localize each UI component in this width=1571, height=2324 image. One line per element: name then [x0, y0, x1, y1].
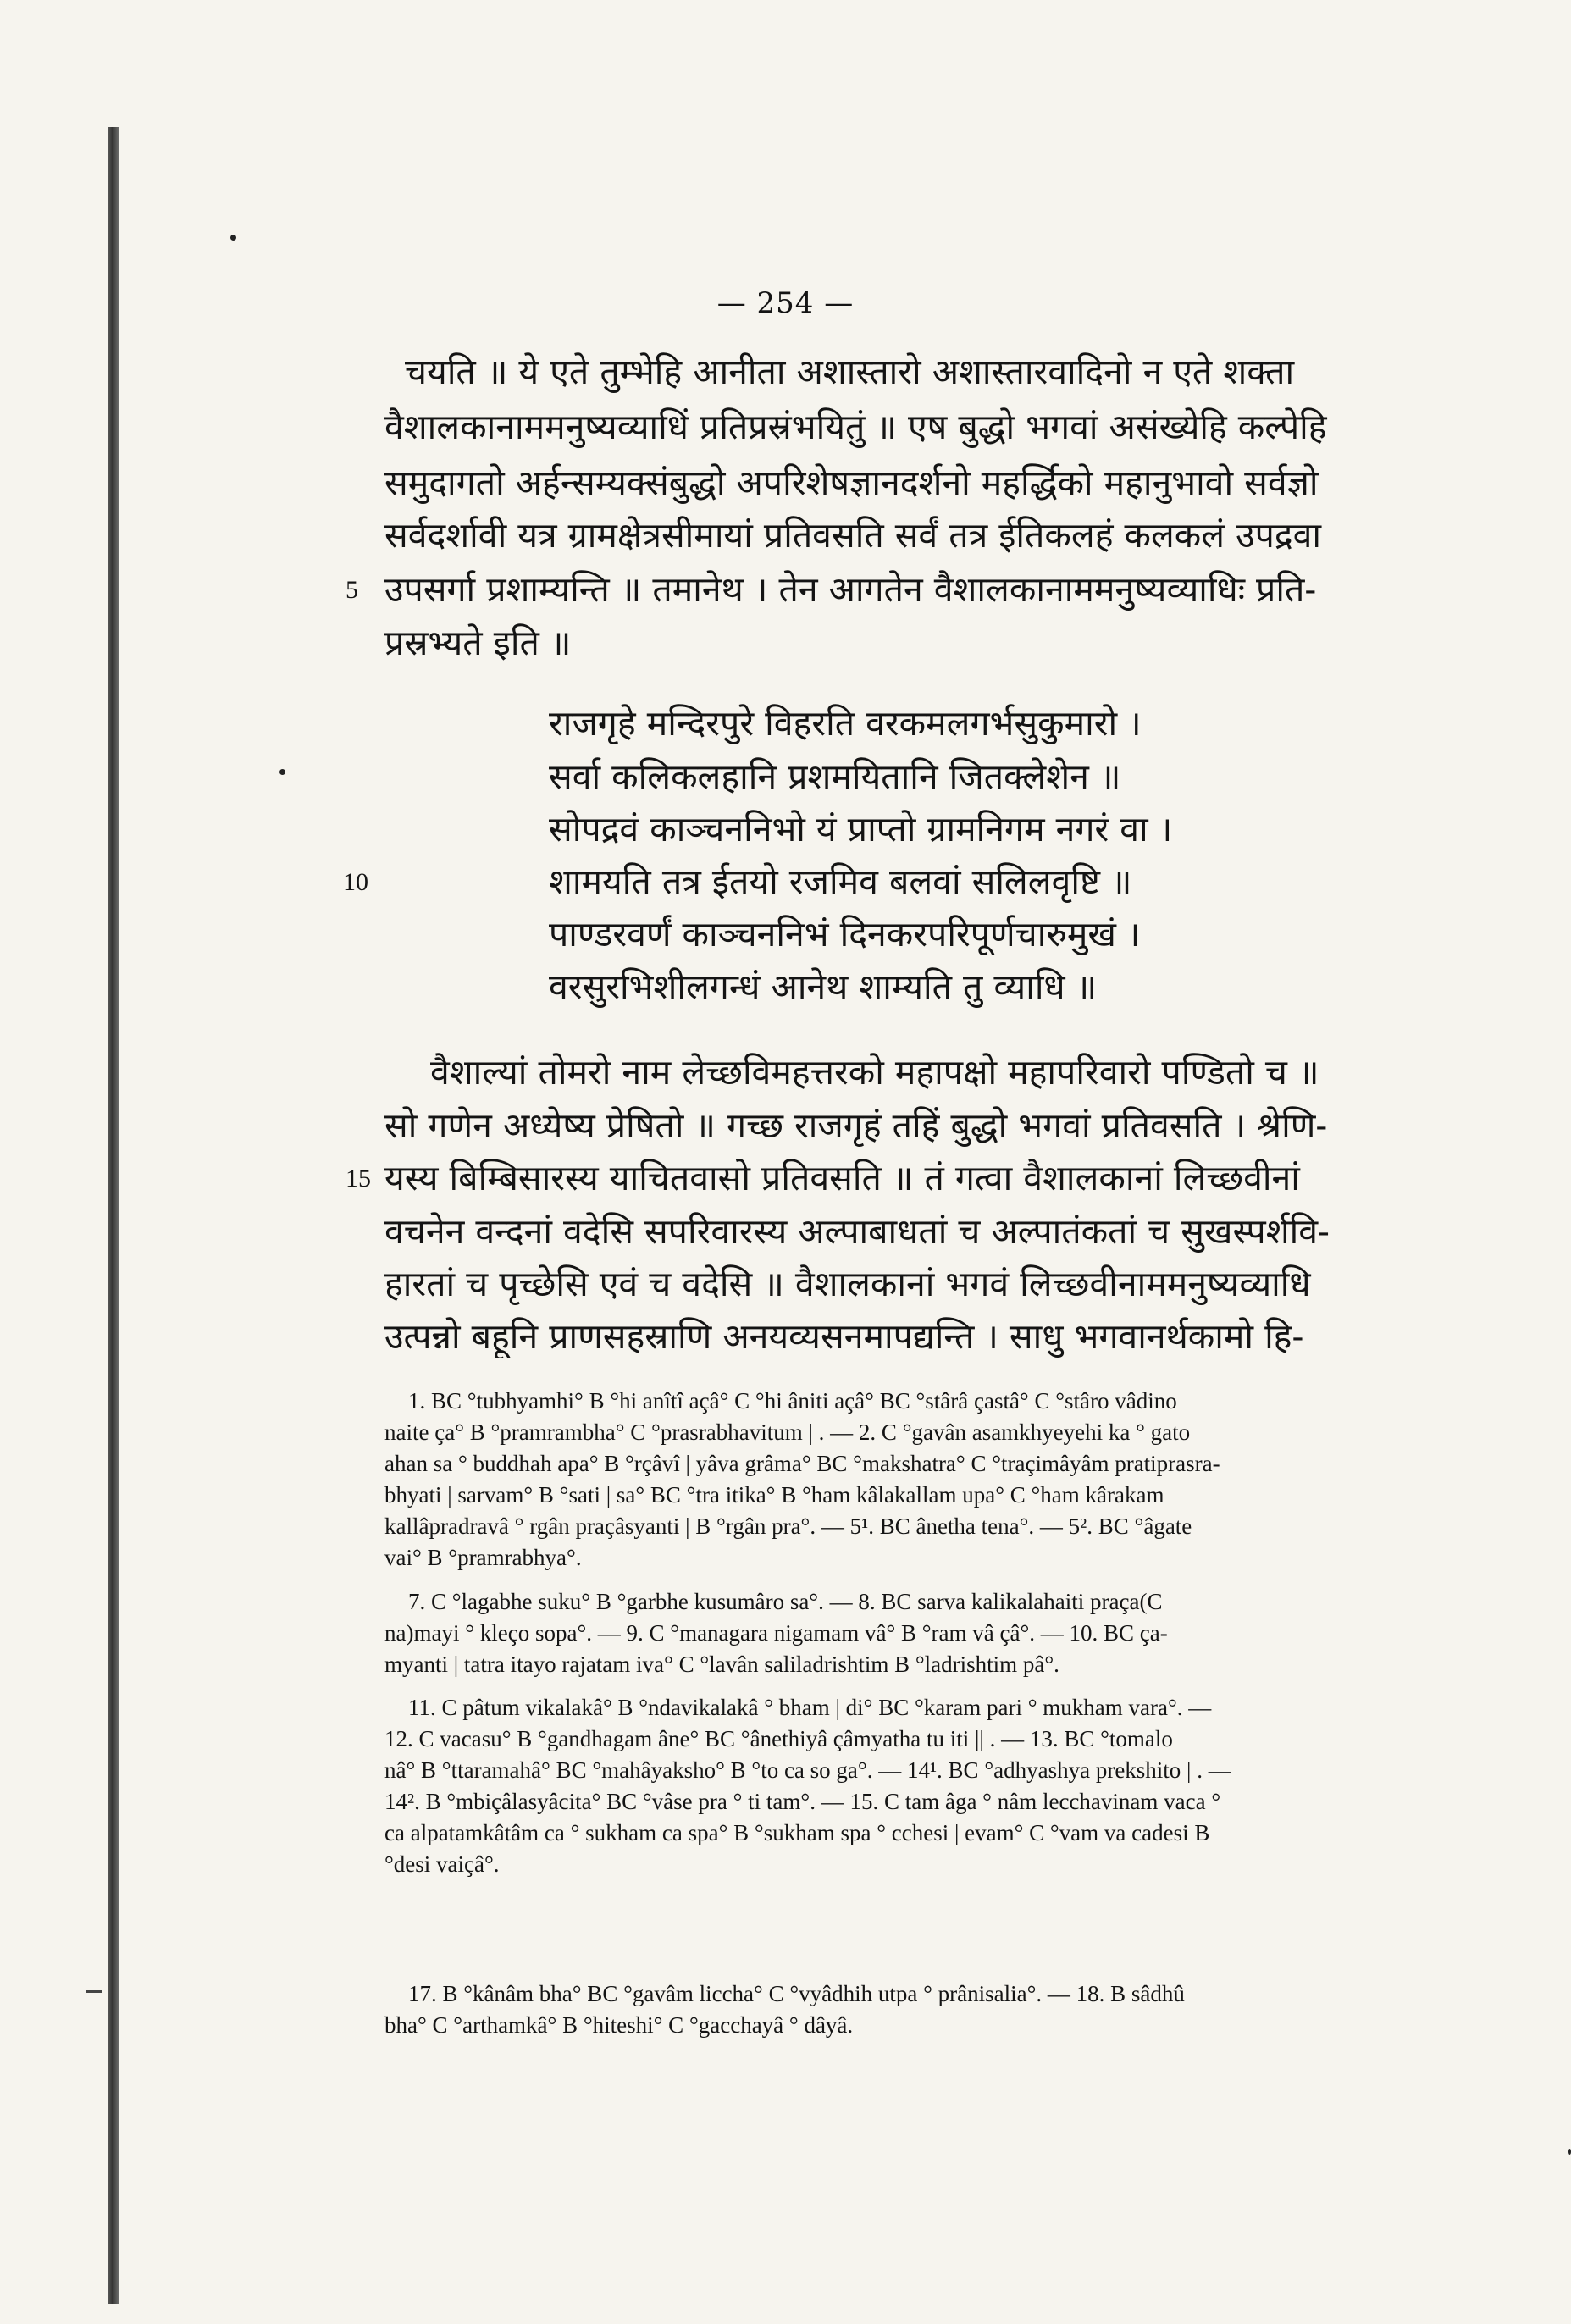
- footnote-line: 7. C °lagabhe suku° B °garbhe kusumâro sa°. — 8. BC sarva kalikalahaiti praça(C: [408, 1589, 1163, 1614]
- verse-line: सर्वा कलिकलहानि प्रशमयितानि जितक्लेशेन ॥: [549, 756, 1121, 797]
- prose-line: सो गणेन अध्येष्य प्रेषितो ॥ गच्छ राजगृहं तहिं बुद्धो भगवां प्रतिवसति । श्रेणि-: [384, 1105, 1328, 1146]
- line-number: 15: [346, 1165, 371, 1192]
- speck: [279, 769, 285, 775]
- prose-line: वचनेन वन्दनां वदेसि सपरिवारस्य अल्पाबाधतां च अल्पातंकतां च सुखस्पर्शवि-: [384, 1211, 1330, 1252]
- margin-mark: [86, 1990, 102, 1993]
- footnote-line: 11. C pâtum vikalakâ° B °ndavikalakâ ° bham | di° BC °karam pari ° mukham vara°. —: [408, 1695, 1212, 1720]
- page-number: — 254 —: [716, 286, 855, 320]
- prose-line: हारतां च पृच्छेसि एवं च वदेसि ॥ वैशालकानां भगवं लिच्छवीनाममनुष्यव्याधि: [384, 1264, 1311, 1304]
- line-number: 5: [346, 576, 358, 604]
- prose-line: सर्वदर्शावी यत्र ग्रामक्षेत्रसीमायां प्रतिवसति सर्वं तत्र ईतिकलहं कलकलं उपद्रवा: [384, 515, 1322, 556]
- verse-line: राजगृहे मन्दिरपुरे विहरति वरकमलगर्भसुकुमारो ।: [549, 703, 1142, 744]
- verse-line: सोपद्रवं काञ्चननिभो यं प्राप्तो ग्रामनिगम नगरं वा ।: [549, 809, 1173, 849]
- footnote-line: na)mayi ° kleço sopa°. — 9. C °managara nigamam vâ° B °ram vâ çâ°. — 10. BC ça-: [384, 1620, 1168, 1646]
- footnote-line: nâ° B °ttaramahâ° BC °mahâyaksho° B °to ca so ga°. — 14¹. BC °adhyashya prekshito | . —: [384, 1757, 1231, 1783]
- footnote-line: bha° C °arthamkâ° B °hiteshi° C °gacchayâ ° dâyâ.: [384, 2012, 854, 2038]
- footnote-line: ahan sa ° buddhah apa° B °rçâvî | yâva grâma° BC °makshatra° C °traçimâyâm pratiprasra-: [384, 1451, 1220, 1476]
- footnote-line: myanti | tatra itayo rajatam iva° C °lavân saliladrishtim B °ladrishtim pâ°.: [384, 1652, 1059, 1677]
- footnote-line: naite ça° B °pramrambha° C °prasrabhavitum | . — 2. C °gavân asamkhyeyehi ka ° gato: [384, 1419, 1191, 1445]
- footnote-line: 1. BC °tubhyamhi° B °hi anîtî açâ° C °hi âniti açâ° BC °stârâ çastâ° C °stâro vâdino: [408, 1388, 1177, 1414]
- prose-line: समुदागतो अर्हन्सम्यक्संबुद्धो अपरिशेषज्ञानदर्शनो महर्द्धिको महानुभावो सर्वज्ञो: [384, 462, 1319, 503]
- book-spine-shadow: [108, 127, 119, 2304]
- footnote-line: vai° B °pramrabhya°.: [384, 1545, 582, 1570]
- footnote-line: 17. B °kânâm bha° BC °gavâm liccha° C °vyâdhih utpa ° prânisalia°. — 18. B sâdhû: [408, 1981, 1185, 2006]
- verse-line: पाण्डरवर्णं काञ्चननिभं दिनकरपरिपूर्णचारुमुखं ।: [549, 914, 1141, 955]
- footnote-line: ca alpatamkâtâm ca ° sukham ca spa° B °sukham spa ° cchesi | evam° C °vam va cadesi B: [384, 1820, 1210, 1845]
- prose-line: उपसर्गा प्रशाम्यन्ति ॥ तमानेथ । तेन आगतेन वैशालकानाममनुष्यव्याधिः प्रति-: [384, 569, 1317, 610]
- prose-line: उत्पन्नो बहूनि प्राणसहस्राणि अनयव्यसनमापद्यन्ति । साधु भगवानर्थकामो हि-: [384, 1316, 1304, 1357]
- verse-line: वरसुरभिशीलगन्धं आनेथ शाम्यति तु व्याधि ॥: [549, 966, 1098, 1007]
- footnote-line: 14². B °mbiçâlasyâcita° BC °vâse pra ° ti tam°. — 15. C tam âga ° nâm lecchavinam vaca °: [384, 1789, 1221, 1814]
- footnote-line: °desi vaiçâ°.: [384, 1851, 500, 1877]
- speck: [230, 235, 236, 241]
- prose-line: यस्य बिम्बिसारस्य याचितवासो प्रतिवसति ॥ तं गत्वा वैशालकानां लिच्छवीनां: [384, 1158, 1300, 1198]
- prose-line: वैशाल्यां तोमरो नाम लेच्छविमहत्तरको महापक्षो महापरिवारो पण्डितो च ॥: [430, 1052, 1319, 1093]
- prose-line: वैशालकानाममनुष्यव्याधिं प्रतिप्रस्रंभयितुं ॥ एष बुद्धो भगवां असंख्येहि कल्पेहि: [384, 407, 1327, 447]
- prose-line: प्रस्रभ्यते इति ॥: [384, 622, 572, 663]
- footnote-line: 12. C vacasu° B °gandhagam âne° BC °ânethiyâ çâmyatha tu iti || . — 13. BC °tomalo: [384, 1726, 1173, 1751]
- footnote-line: kallâpradravâ ° rgân praçâsyanti | B °rgân pra°. — 5¹. BC ânetha tena°. — 5². BC °âgate: [384, 1513, 1192, 1539]
- line-number: 10: [343, 868, 368, 896]
- prose-line: चयति ॥ ये एते तुम्भेहि आनीता अशास्तारो अशास्तारवादिनो न एते शक्ता: [405, 351, 1295, 392]
- verse-line: शामयति तत्र ईतयो रजमिव बलवां सलिलवृष्टि ॥: [549, 861, 1132, 902]
- footnote-line: bhyati | sarvam° B °sati | sa° BC °tra itika° B °ham kâlakallam upa° C °ham kârakam: [384, 1482, 1164, 1508]
